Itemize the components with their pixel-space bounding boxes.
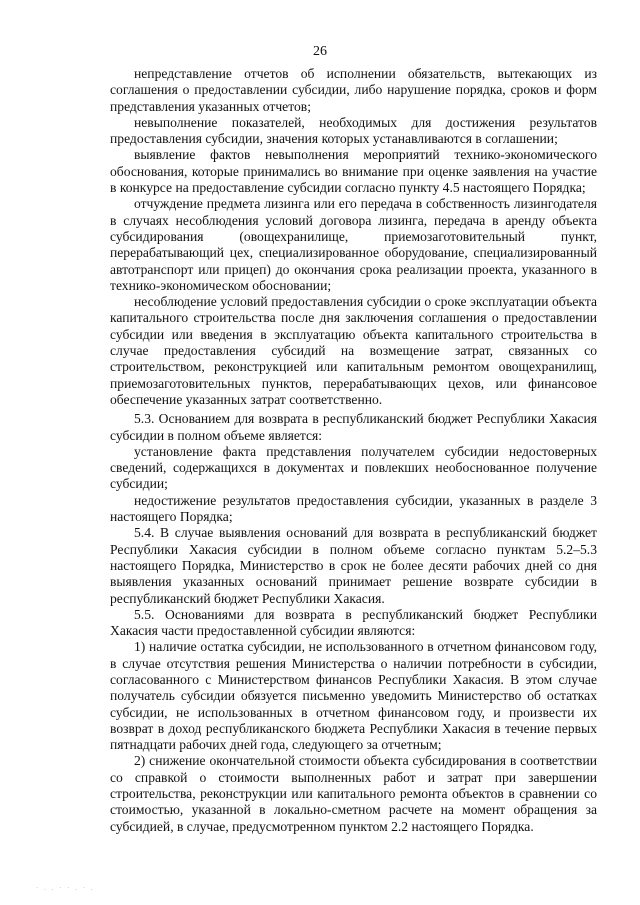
scan-noise: · . . · · . · . [36, 884, 95, 892]
paragraph-clause-5-4: 5.4. В случае выявления оснований для возврата в республиканский бюджет Республики Хакасия субсидии в полном объеме согласно пунктам 5.2–5.3 настоящего Порядка, Министерство в срок не более десяти рабочих дней со дня выявления указанных оснований принимает решение возврате субсидии в республиканский бюджет Республики Хакасия. [110, 525, 597, 606]
document-body [110, 66, 597, 835]
paragraph-indicators-nonfulfillment: невыполнение показателей, необходимых для достижения результатов предоставления субсидии, значения которых устанавливаются в соглашении; [110, 114, 597, 147]
page-number: 26 [313, 44, 327, 59]
paragraph-reports-nonsubmission: непредставление отчетов об исполнении обязательств, вытекающих из соглашения о предоставлении субсидии, либо нарушение порядка, сроков и форм представления указанных отчетов; [110, 66, 597, 114]
paragraph-operation-term: несоблюдение условий предоставления субсидии о сроке эксплуатации объекта капитального строительства после дня заключения соглашения о предоставлении субсидии или введения в эксплуатацию объекта капитального строительства в случае предоставления субсидий на возмещение затрат, связанных со строительством, реконструкцией или капитальным ремонтом овощехранилищ, приемозаготовительных пунктов, перерабатывающих цехов, или финансовое обеспечение указанных затрат соответственно. [110, 294, 597, 407]
paragraph-clause-5-3: 5.3. Основанием для возврата в республиканский бюджет Республики Хакасия субсидии в полном объеме является: [110, 411, 597, 443]
paragraph-results-nonachievement: недостижение результатов предоставления субсидии, указанных в разделе 3 настоящего Порядка; [110, 492, 597, 525]
paragraph-leasing-alienation: отчуждение предмета лизинга или его передача в собственность лизингодателя в случаях несоблюдения условий договора лизинга, передача в аренду объекта субсидирования (овощехранилище, приемозаготовительный пункт, перерабатывающий цех, специализированное оборудование, специализированный автотранспорт или прицеп) до окончания срока реализации проекта, указанного в технико-экономическом обосновании; [110, 196, 597, 293]
paragraph-item-2-cost-reduction: 2) снижение окончательной стоимости объекта субсидирования в соответствии со справкой о стоимости выполненных работ и затрат при завершении строительства, реконструкции или капитального ремонта объектов в сравнении со стоимостью, указанной в локально-сметном расчете на момент обращения за субсидией, в случае, предусмотренном пунктом 2.2 настоящего Порядка. [110, 753, 597, 834]
paragraph-feasibility-violation: выявление фактов невыполнения мероприятий технико-экономического обоснования, которые принимались во внимание при оценке заявления на участие в конкурсе на предоставление субсидии согласно пункту 4.5 настоящего Порядка; [110, 147, 597, 196]
paragraph-false-information: установление факта представления получателем субсидии недостоверных сведений, содержащихся в документах и повлекших необоснованное получение субсидии; [110, 443, 597, 492]
paragraph-item-1-balance: 1) наличие остатка субсидии, не использованного в отчетном финансовом году, в случае отсутствия решения Министерства о наличии потребности в субсидии, согласованного с Министерством финансов Республики Хакасия. В этом случае получатель субсидии обязуется письменно уведомить Министерство об остатках субсидии, не использованных в отчетном финансовом году, и произвести их возврат в доход республиканского бюджета Республики Хакасия в течение первых пятнадцати рабочих дней года, следующего за отчетным; [110, 639, 597, 753]
paragraph-clause-5-5: 5.5. Основаниями для возврата в республиканский бюджет Республики Хакасия части предоставленной субсидии являются: [110, 606, 597, 639]
